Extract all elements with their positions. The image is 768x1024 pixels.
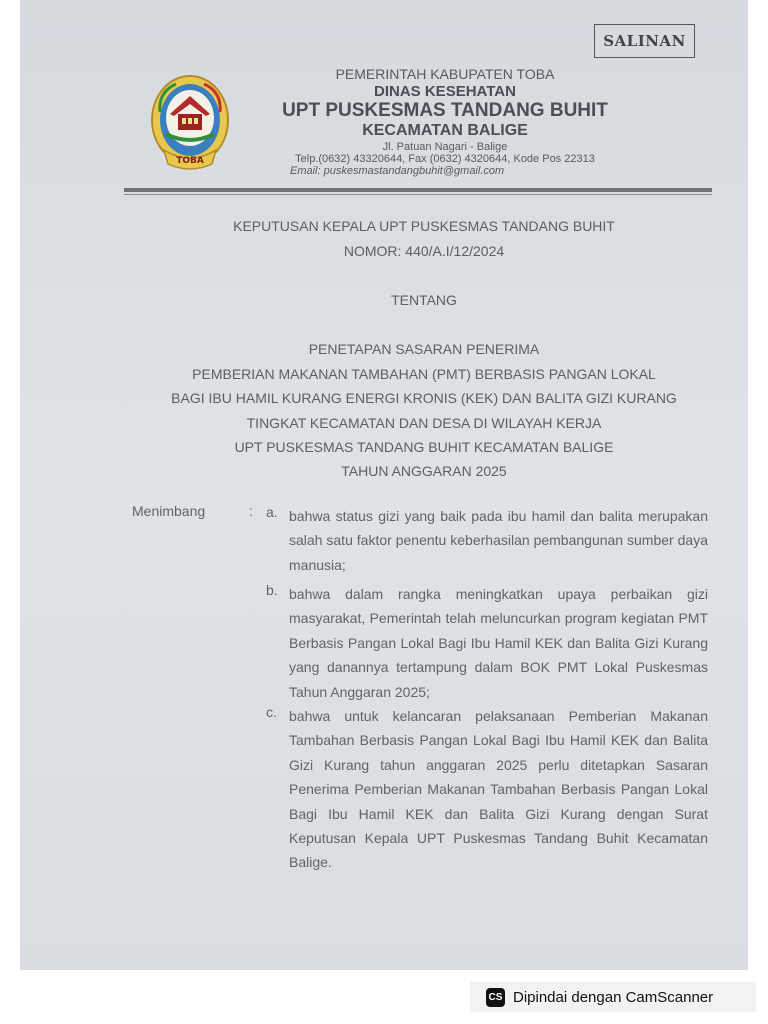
item-letter: b. bbox=[266, 582, 278, 598]
letterhead-address: Jl. Patuan Nagari - Balige bbox=[382, 141, 508, 153]
letterhead-divider-thick bbox=[124, 188, 712, 192]
decree-subject-line: UPT PUSKESMAS TANDANG BUHIT KECAMATAN BALIGE bbox=[234, 439, 614, 455]
item-text: bahwa untuk kelancaran pelaksanaan Pemberian Makanan Tambahan Berbasis Pangan Lokal Bagi Ibu Hamil KEK dan Balita Gizi Kurang tahun anggaran 2025 perlu ditetapkan Sasaran Penerima Pemberian Makanan Tambahan Berbasis Pangan Lokal Bagi Ibu Hamil KEK dan Balita Gizi Kurang dengan Surat Keputusan Kepala UPT Puskesmas Tandang Buhit Kecamatan Balige. bbox=[289, 708, 708, 871]
considering-label: Menimbang bbox=[132, 503, 206, 519]
camscanner-text: Dipindai dengan CamScanner bbox=[513, 988, 714, 1006]
item-text: bahwa dalam rangka meningkatkan upaya perbaikan gizi masyarakat, Pemerintah telah meluncurkan program kegiatan PMT Berbasis Pangan Lokal Bagi Ibu Hamil KEK dan Balita Gizi Kurang yang danannya tertampung dalam BOK PMT Lokal Puskesmas Tahun Anggaran 2025; bbox=[289, 586, 708, 700]
letterhead-district: KECAMATAN BALIGE bbox=[362, 122, 528, 139]
letterhead bbox=[250, 66, 640, 177]
item-letter: c. bbox=[266, 704, 277, 720]
logo-text: TOBA bbox=[176, 156, 204, 166]
decree-subject-line: PEMBERIAN MAKANAN TAMBAHAN (PMT) BERBASIS PANGAN LOKAL bbox=[192, 366, 656, 382]
letterhead-email: Email: puskesmastandangbuhit@gmail.com bbox=[290, 165, 505, 177]
decree-subject-line: TAHUN ANGGARAN 2025 bbox=[341, 463, 507, 479]
considering-colon: : bbox=[249, 503, 253, 519]
camscanner-icon: CS bbox=[486, 988, 505, 1007]
salinan-stamp: SALINAN bbox=[594, 24, 695, 58]
letterhead-government: PEMERINTAH KABUPATEN TOBA bbox=[335, 66, 555, 82]
decree-subject-line: PENETAPAN SASARAN PENERIMA bbox=[308, 341, 540, 357]
letterhead-phone: Telp.(0632) 43320644, Fax (0632) 4320644, Kode Pos 22313 bbox=[295, 153, 595, 165]
document-page bbox=[20, 0, 748, 970]
letterhead-agency: DINAS KESEHATAN bbox=[374, 83, 516, 100]
decree-subject-line: BAGI IBU HAMIL KURANG ENERGI KRONIS (KEK) DAN BALITA GIZI KURANG bbox=[171, 390, 677, 406]
letterhead-institution: UPT PUSKESMAS TANDANG BUHIT bbox=[282, 100, 608, 121]
item-text: bahwa status gizi yang baik pada ibu hamil dan balita merupakan salah satu faktor penentu keberhasilan pembangunan sumber daya manusia; bbox=[289, 508, 708, 573]
decree-title: KEPUTUSAN KEPALA UPT PUSKESMAS TANDANG BUHIT bbox=[233, 218, 615, 234]
camscanner-badge bbox=[470, 982, 756, 1012]
decree-about: TENTANG bbox=[391, 292, 457, 308]
toba-regency-logo bbox=[148, 72, 232, 174]
decree-subject-line: TINGKAT KECAMATAN DAN DESA DI WILAYAH KERJA bbox=[246, 415, 602, 431]
decree-number: NOMOR: 440/A.I/12/2024 bbox=[343, 243, 505, 259]
letterhead-divider-thin bbox=[124, 194, 712, 195]
item-letter: a. bbox=[266, 504, 278, 520]
